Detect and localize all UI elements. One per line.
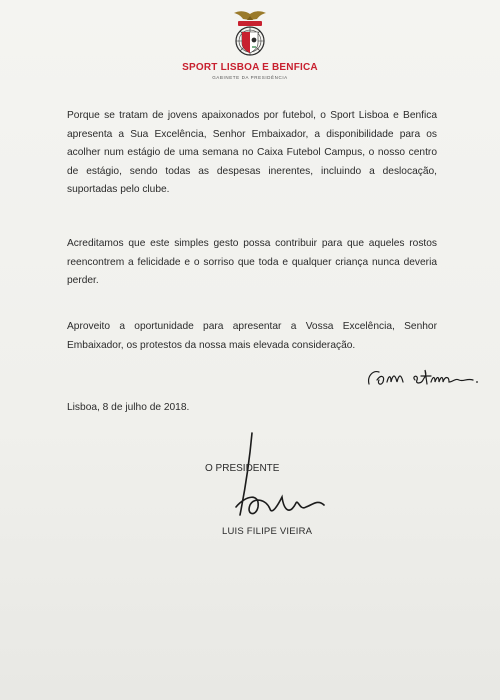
paragraph-gesture: Acreditamos que este simples gesto possa contribuir para que aqueles rostos reencontrem a felicidade e o sorriso que toda e qualquer criança nunca deveria perder. [67, 238, 437, 286]
handwritten-note [363, 362, 493, 390]
club-name: SPORT LISBOA E BENFICA [182, 62, 318, 73]
signature-title: O PRESIDENTE [205, 463, 280, 474]
letterhead [0, 10, 500, 80]
paragraph-offer: Porque se tratam de jovens apaixonados por futebol, o Sport Lisboa e Benfica apresenta a Sua Excelência, Senhor Embaixador, a disponibilidade para os acolher num estágio de uma semana no Caixa Futebol Campus, o nosso centro de estágio, sendo todas as despesas inerentes, incluindo a deslocação, suportadas pelo clube. [67, 110, 437, 195]
president-signature [200, 425, 360, 525]
signatory-name: LUIS FILIPE VIEIRA [222, 526, 313, 537]
club-crest-logo [228, 10, 272, 60]
paragraph-closing: Aproveito a oportunidade para apresentar a Vossa Excelência, Senhor Embaixador, os protestos da nossa mais elevada consideração. [67, 321, 437, 351]
cabinet-subtitle: GABINETE DA PRESIDÊNCIA [212, 75, 288, 80]
letter-date: Lisboa, 8 de julho de 2018. [67, 402, 190, 413]
